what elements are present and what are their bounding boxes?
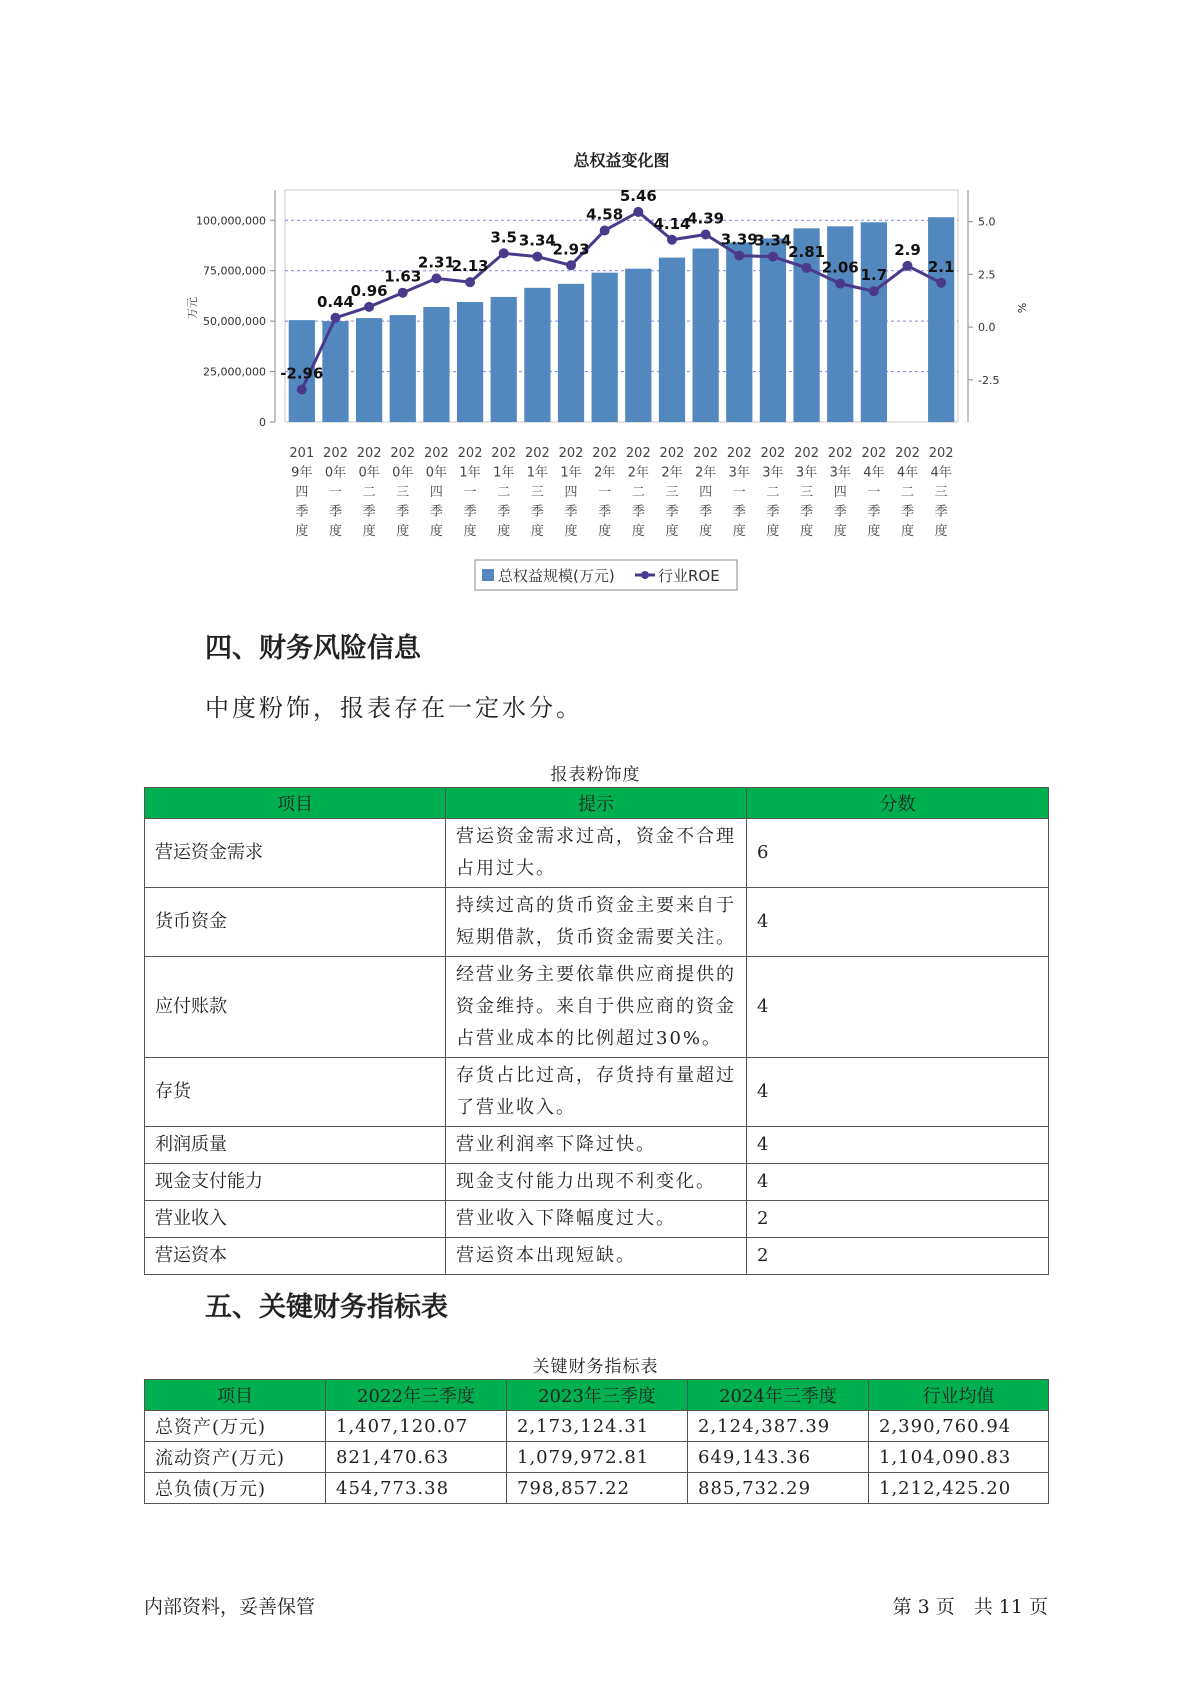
- risk-item: 应付账款: [145, 957, 446, 1058]
- equity-bar: [726, 242, 752, 422]
- right-tick-label: 2.5: [978, 268, 996, 282]
- roe-data-label: 2.81: [788, 242, 826, 261]
- roe-point: [532, 252, 542, 262]
- risk-header-score: 分数: [747, 788, 1049, 819]
- risk-item: 存货: [145, 1058, 446, 1127]
- kpi-header-2022q3: 2022年三季度: [326, 1380, 507, 1411]
- x-tick-label: 202: [491, 446, 517, 461]
- risk-table: [144, 787, 1049, 1275]
- kpi-table-caption: 关键财务指标表: [532, 1357, 659, 1377]
- x-tick-label: 4年: [896, 465, 919, 481]
- roe-data-label: 2.06: [821, 258, 859, 277]
- x-tick-label: 三: [934, 485, 948, 500]
- x-tick-label: 度: [833, 524, 847, 539]
- x-tick-label: 季: [497, 504, 511, 520]
- equity-bar: [491, 297, 517, 422]
- x-tick-label: 1年: [493, 465, 515, 481]
- kpi-value: 2,124,387.39: [688, 1411, 869, 1442]
- x-tick-label: 3年: [829, 465, 851, 481]
- roe-point: [667, 235, 677, 245]
- roe-point: [431, 273, 441, 283]
- x-tick-label: 2年: [694, 465, 717, 481]
- roe-data-label: 4.39: [687, 209, 725, 228]
- x-tick-label: 度: [901, 524, 915, 539]
- x-tick-label: 度: [766, 524, 780, 539]
- roe-point: [633, 207, 643, 217]
- right-tick-label: 0.0: [978, 321, 996, 335]
- roe-point: [499, 248, 509, 258]
- x-tick-label: 度: [564, 524, 578, 539]
- x-tick-label: 4年: [930, 465, 952, 481]
- legend-label-bars: 总权益规模(万元): [498, 567, 615, 585]
- kpi-value: 1,407,120.07: [326, 1411, 507, 1442]
- x-tick-label: 三: [396, 485, 410, 500]
- x-tick-label: 季: [295, 504, 309, 520]
- plot-frame: [285, 190, 958, 422]
- x-tick-label: 二: [497, 485, 511, 500]
- risk-score: 2: [747, 1238, 1049, 1275]
- x-tick-label: 度: [396, 524, 410, 539]
- x-tick-label: 季: [901, 504, 915, 520]
- kpi-value: 885,732.29: [688, 1473, 869, 1504]
- x-tick-label: 1年: [526, 465, 549, 481]
- x-tick-label: 二: [362, 485, 376, 500]
- risk-item: 营业收入: [145, 1201, 446, 1238]
- equity-change-chart: [0, 130, 1191, 600]
- risk-hint: 营运资金需求过高，资金不合理占用过大。: [446, 819, 747, 888]
- x-tick-label: 3年: [795, 465, 818, 481]
- table-row: [145, 1442, 1049, 1473]
- risk-table-caption: 报表粉饰度: [550, 765, 641, 785]
- x-tick-label: 度: [631, 524, 645, 539]
- x-tick-label: 季: [530, 504, 544, 520]
- x-tick-label: 三: [800, 485, 814, 500]
- risk-item: 营运资金需求: [145, 819, 446, 888]
- equity-bar: [659, 258, 685, 422]
- risk-item: 营运资本: [145, 1238, 446, 1275]
- equity-bar: [827, 226, 853, 422]
- x-tick-label: 3年: [728, 465, 750, 481]
- x-tick-label: 202: [726, 446, 752, 461]
- equity-bar: [693, 249, 719, 422]
- x-tick-label: 度: [429, 524, 443, 539]
- legend-label-line: 行业ROE: [658, 567, 720, 585]
- equity-bar: [558, 284, 584, 422]
- roe-data-label: 2.9: [894, 240, 921, 259]
- roe-data-label: 2.31: [417, 253, 455, 272]
- x-tick-label: 2年: [594, 465, 616, 481]
- roe-data-label: 3.34: [754, 231, 792, 250]
- x-tick-label: 202: [760, 446, 786, 461]
- section4-heading: 四、财务风险信息: [205, 633, 421, 664]
- roe-point: [802, 263, 812, 273]
- x-tick-label: 1年: [560, 465, 582, 481]
- equity-bar: [592, 273, 618, 422]
- x-tick-label: 度: [295, 524, 309, 539]
- x-tick-label: 四: [564, 485, 578, 500]
- risk-hint: 营业利润率下降过快。: [446, 1127, 747, 1164]
- chart-title: 总权益变化图: [573, 151, 670, 170]
- x-tick-label: 201: [289, 446, 315, 461]
- roe-point: [936, 278, 946, 288]
- table-row: [145, 1238, 1049, 1275]
- x-tick-label: 度: [598, 524, 612, 539]
- roe-data-label: 0.44: [316, 292, 354, 311]
- x-tick-label: 季: [463, 504, 477, 520]
- risk-hint: 营运资本出现短缺。: [446, 1238, 747, 1275]
- x-tick-label: 季: [328, 504, 342, 520]
- roe-point: [465, 277, 475, 287]
- equity-bar: [457, 302, 483, 422]
- roe-point: [297, 385, 307, 395]
- left-tick-label: 25,000,000: [203, 365, 266, 379]
- x-tick-label: 0年: [358, 465, 380, 481]
- right-tick-label: -2.5: [978, 373, 1000, 387]
- roe-point: [398, 288, 408, 298]
- footer-confidential: 内部资料，妥善保管: [144, 1596, 316, 1618]
- x-tick-label: 202: [323, 446, 348, 461]
- x-tick-label: 季: [396, 504, 410, 520]
- equity-bar: [390, 315, 416, 422]
- roe-data-label: 4.58: [586, 205, 624, 224]
- roe-data-label: 3.39: [720, 230, 758, 249]
- risk-score: 4: [747, 1058, 1049, 1127]
- x-tick-label: 度: [934, 524, 948, 539]
- kpi-item: 总资产(万元): [145, 1411, 326, 1442]
- table-row: [145, 1411, 1049, 1442]
- risk-item: 货币资金: [145, 888, 446, 957]
- roe-point: [330, 313, 340, 323]
- x-tick-label: 四: [295, 485, 309, 500]
- x-tick-label: 季: [867, 504, 881, 520]
- roe-data-label: 5.46: [619, 186, 657, 205]
- kpi-header-industry-avg: 行业均值: [869, 1380, 1049, 1411]
- x-tick-label: 202: [424, 446, 449, 461]
- roe-point: [869, 286, 879, 296]
- kpi-table: [144, 1379, 1049, 1504]
- x-tick-label: 一: [867, 485, 881, 500]
- kpi-value: 798,857.22: [507, 1473, 688, 1504]
- x-tick-label: 季: [665, 504, 679, 520]
- roe-point: [734, 251, 744, 261]
- roe-point: [566, 260, 576, 270]
- x-tick-label: 季: [564, 504, 578, 520]
- equity-bar: [861, 222, 887, 422]
- kpi-value: 821,470.63: [326, 1442, 507, 1473]
- x-tick-label: 季: [429, 504, 443, 520]
- risk-score: 4: [747, 888, 1049, 957]
- right-axis-title: %: [1015, 302, 1028, 314]
- kpi-table-header-row: [145, 1380, 1049, 1411]
- risk-header-hint: 提示: [446, 788, 747, 819]
- equity-bar: [760, 238, 786, 422]
- left-tick-label: 50,000,000: [203, 315, 266, 329]
- roe-data-label: 3.34: [518, 231, 556, 250]
- x-tick-label: 三: [665, 485, 679, 500]
- roe-data-label: 2.1: [927, 257, 955, 276]
- equity-bar: [423, 307, 449, 422]
- x-tick-label: 1年: [459, 465, 481, 481]
- x-tick-label: 度: [665, 524, 679, 539]
- x-tick-label: 202: [928, 446, 954, 461]
- x-tick-label: 季: [800, 504, 814, 520]
- x-tick-label: 度: [800, 524, 814, 539]
- x-tick-label: 202: [558, 446, 584, 461]
- x-tick-label: 202: [895, 446, 920, 461]
- x-tick-label: 二: [631, 485, 645, 500]
- x-tick-label: 0年: [425, 465, 448, 481]
- x-tick-label: 度: [497, 524, 511, 539]
- roe-point: [364, 302, 374, 312]
- x-tick-label: 3年: [762, 465, 784, 481]
- risk-hint: 经营业务主要依靠供应商提供的资金维持。来自于供应商的资金占营业成本的比例超过30%。: [446, 957, 747, 1058]
- roe-data-label: 2.13: [451, 257, 489, 276]
- x-tick-label: 2年: [661, 465, 683, 481]
- x-tick-label: 季: [766, 504, 780, 520]
- table-row: [145, 1127, 1049, 1164]
- table-row: [145, 1164, 1049, 1201]
- roe-data-label: -2.96: [280, 364, 324, 383]
- x-tick-label: 202: [625, 446, 651, 461]
- x-tick-label: 0年: [324, 465, 347, 481]
- risk-score: 2: [747, 1201, 1049, 1238]
- roe-data-label: 1.7: [860, 266, 888, 285]
- x-tick-label: 度: [732, 524, 746, 539]
- x-tick-label: 202: [390, 446, 416, 461]
- kpi-item: 总负债(万元): [145, 1473, 326, 1504]
- roe-data-label: 1.63: [384, 267, 422, 286]
- roe-point: [768, 252, 778, 262]
- roe-point: [701, 230, 711, 240]
- x-tick-label: 度: [463, 524, 477, 539]
- kpi-value: 1,104,090.83: [869, 1442, 1049, 1473]
- section4-text: 中度粉饰，报表存在一定水分。: [205, 694, 583, 722]
- x-tick-label: 202: [693, 446, 719, 461]
- table-row: [145, 1473, 1049, 1504]
- roe-data-label: 4.14: [653, 214, 691, 233]
- roe-point: [835, 279, 845, 289]
- table-row: [145, 819, 1049, 888]
- x-tick-label: 202: [861, 446, 887, 461]
- left-tick-label: 0: [259, 416, 266, 429]
- x-tick-label: 一: [732, 485, 746, 500]
- x-tick-label: 度: [699, 524, 713, 539]
- table-row: [145, 1201, 1049, 1238]
- x-tick-label: 季: [631, 504, 645, 520]
- x-tick-label: 一: [328, 485, 342, 500]
- risk-hint: 营业收入下降幅度过大。: [446, 1201, 747, 1238]
- x-tick-label: 季: [598, 504, 612, 520]
- x-tick-label: 二: [901, 485, 915, 500]
- legend-swatch-bars: [482, 569, 494, 581]
- x-tick-label: 202: [457, 446, 483, 461]
- kpi-value: 1,079,972.81: [507, 1442, 688, 1473]
- x-tick-label: 四: [429, 485, 443, 500]
- x-tick-label: 季: [833, 504, 847, 520]
- footer-page-number: 第 3 页 共 11 页: [892, 1596, 1048, 1618]
- x-tick-label: 202: [827, 446, 853, 461]
- x-tick-label: 度: [530, 524, 544, 539]
- x-tick-label: 季: [732, 504, 746, 520]
- risk-header-item: 项目: [145, 788, 446, 819]
- table-row: [145, 1058, 1049, 1127]
- kpi-value: 2,173,124.31: [507, 1411, 688, 1442]
- x-tick-label: 2年: [627, 465, 649, 481]
- risk-score: 6: [747, 819, 1049, 888]
- x-tick-label: 一: [598, 485, 612, 500]
- x-tick-label: 二: [766, 485, 780, 500]
- x-tick-label: 度: [362, 524, 376, 539]
- x-tick-label: 202: [356, 446, 382, 461]
- kpi-header-item: 项目: [145, 1380, 326, 1411]
- kpi-value: 454,773.38: [326, 1473, 507, 1504]
- roe-point: [903, 261, 913, 271]
- x-tick-label: 四: [699, 485, 713, 500]
- kpi-value: 2,390,760.94: [869, 1411, 1049, 1442]
- section5-heading: 五、关键财务指标表: [205, 1292, 448, 1323]
- risk-score: 4: [747, 1127, 1049, 1164]
- x-tick-label: 四: [833, 485, 847, 500]
- equity-bar: [524, 288, 550, 422]
- x-tick-label: 季: [362, 504, 376, 520]
- kpi-header-2024q3: 2024年三季度: [688, 1380, 869, 1411]
- risk-score: 4: [747, 1164, 1049, 1201]
- x-tick-label: 0年: [392, 465, 414, 481]
- left-tick-label: 75,000,000: [203, 264, 266, 278]
- risk-item: 现金支付能力: [145, 1164, 446, 1201]
- kpi-value: 1,212,425.20: [869, 1473, 1049, 1504]
- risk-hint: 现金支付能力出现不利变化。: [446, 1164, 747, 1201]
- x-tick-label: 一: [463, 485, 477, 500]
- roe-point: [600, 225, 610, 235]
- roe-data-label: 2.93: [552, 240, 590, 259]
- x-tick-label: 季: [934, 504, 948, 520]
- table-row: [145, 888, 1049, 957]
- risk-item: 利润质量: [145, 1127, 446, 1164]
- x-tick-label: 202: [794, 446, 819, 461]
- roe-data-label: 3.5: [490, 228, 518, 247]
- left-axis-title: 万元: [186, 297, 199, 319]
- x-tick-label: 202: [659, 446, 685, 461]
- equity-bar: [356, 318, 382, 422]
- right-tick-label: 5.0: [978, 215, 996, 229]
- x-tick-label: 度: [867, 524, 881, 539]
- kpi-header-2023q3: 2023年三季度: [507, 1380, 688, 1411]
- risk-table-header-row: [145, 788, 1049, 819]
- x-tick-label: 202: [592, 446, 618, 461]
- x-tick-label: 9年: [291, 465, 313, 481]
- table-row: [145, 957, 1049, 1058]
- x-tick-label: 季: [699, 504, 713, 520]
- x-tick-label: 度: [328, 524, 342, 539]
- x-tick-label: 三: [530, 485, 544, 500]
- left-tick-label: 100,000,000: [196, 214, 266, 228]
- equity-bar: [928, 217, 954, 422]
- risk-hint: 持续过高的货币资金主要来自于短期借款，货币资金需要关注。: [446, 888, 747, 957]
- equity-bar: [625, 269, 651, 422]
- risk-score: 4: [747, 957, 1049, 1058]
- x-tick-label: 4年: [863, 465, 885, 481]
- kpi-value: 649,143.36: [688, 1442, 869, 1473]
- x-tick-label: 202: [524, 446, 550, 461]
- risk-hint: 存货占比过高，存货持有量超过了营业收入。: [446, 1058, 747, 1127]
- legend-swatch-point: [641, 571, 649, 579]
- kpi-item: 流动资产(万元): [145, 1442, 326, 1473]
- roe-data-label: 0.96: [350, 281, 388, 300]
